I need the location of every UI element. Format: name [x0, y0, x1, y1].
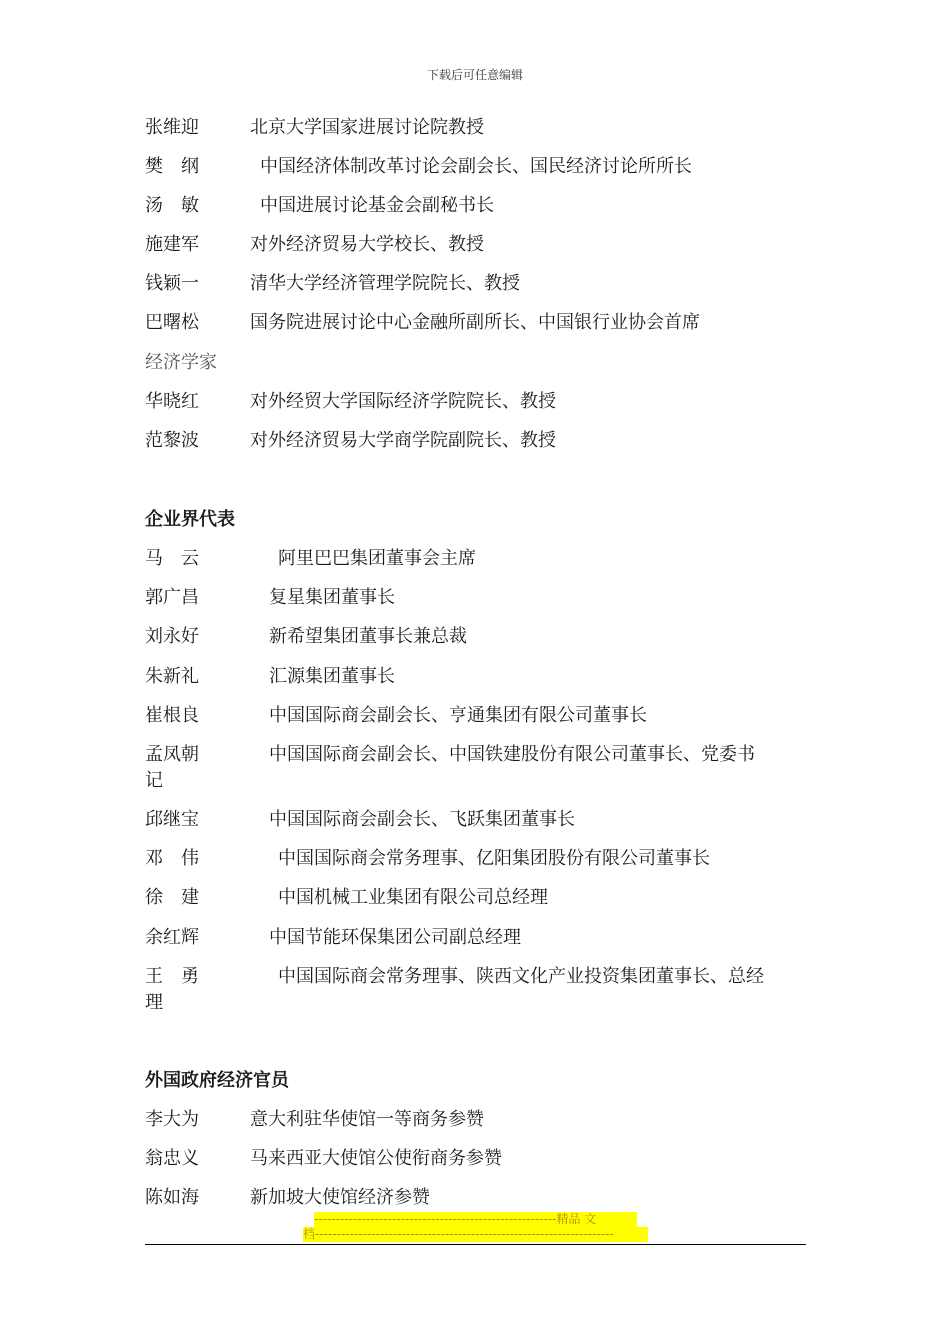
footer-watermark-line2: 档--------------------------------------------------------------------- [303, 1227, 648, 1242]
person-name: 张维迎 [145, 117, 199, 138]
person-name: 陈如海 [145, 1187, 199, 1208]
line-continuation: 记 [145, 770, 163, 791]
person-name: 邓 伟 [145, 848, 199, 869]
line-continuation: 理 [145, 992, 163, 1013]
person-title: 中国经济体制改革讨论会副会长、国民经济讨论所所长 [260, 156, 692, 177]
person-title: 对外经贸大学国际经济学院院长、教授 [250, 391, 556, 412]
section-heading: 企业界代表 [145, 509, 235, 530]
person-title: 马来西亚大使馆公使衔商务参赞 [250, 1148, 502, 1169]
person-title: 新希望集团董事长兼总裁 [269, 626, 467, 647]
person-title: 中国国际商会副会长、中国铁建股份有限公司董事长、党委书 [269, 744, 755, 765]
person-name: 巴曙松 [145, 312, 199, 333]
person-name: 华晓红 [145, 391, 199, 412]
person-title: 中国机械工业集团有限公司总经理 [278, 887, 548, 908]
person-title: 中国国际商会副会长、亨通集团有限公司董事长 [269, 705, 647, 726]
person-name: 徐 建 [145, 887, 199, 908]
person-name: 马 云 [145, 548, 199, 569]
person-title: 北京大学国家进展讨论院教授 [250, 117, 484, 138]
person-name: 钱颖一 [145, 273, 199, 294]
person-title: 中国进展讨论基金会副秘书长 [260, 195, 494, 216]
footer-watermark-line1: --------------------------------------------------------精品 文 [314, 1212, 637, 1227]
person-name: 孟凤朝 [145, 744, 199, 765]
person-title: 中国国际商会常务理事、亿阳集团股份有限公司董事长 [278, 848, 710, 869]
person-name: 崔根良 [145, 705, 199, 726]
person-title: 复星集团董事长 [269, 587, 395, 608]
page-header: 下载后可任意编辑 [426, 68, 523, 82]
person-title: 中国节能环保集团公司副总经理 [269, 927, 521, 948]
person-name: 朱新礼 [145, 666, 199, 687]
person-title: 对外经济贸易大学校长、教授 [250, 234, 484, 255]
person-name: 邱继宝 [145, 809, 199, 830]
person-title: 经济学家 [145, 352, 217, 373]
person-name: 刘永好 [145, 626, 199, 647]
person-name: 樊 纲 [145, 156, 199, 177]
person-name: 李大为 [145, 1109, 199, 1130]
person-title: 中国国际商会常务理事、陕西文化产业投资集团董事长、总经 [278, 966, 764, 987]
person-name: 汤 敏 [145, 195, 199, 216]
person-title: 清华大学经济管理学院院长、教授 [250, 273, 520, 294]
person-title: 对外经济贸易大学商学院副院长、教授 [250, 430, 556, 451]
person-name: 王 勇 [145, 966, 199, 987]
person-name: 施建军 [145, 234, 199, 255]
person-name: 郭广昌 [145, 587, 199, 608]
section-heading: 外国政府经济官员 [145, 1070, 289, 1091]
footer-divider [145, 1244, 806, 1245]
person-title: 汇源集团董事长 [269, 666, 395, 687]
person-title: 新加坡大使馆经济参赞 [250, 1187, 430, 1208]
person-title: 中国国际商会副会长、飞跃集团董事长 [269, 809, 575, 830]
person-name: 范黎波 [145, 430, 199, 451]
person-title: 阿里巴巴集团董事会主席 [278, 548, 476, 569]
person-name: 翁忠义 [145, 1148, 199, 1169]
person-title: 国务院进展讨论中心金融所副所长、中国银行业协会首席 [250, 312, 700, 333]
person-title: 意大利驻华使馆一等商务参赞 [250, 1109, 484, 1130]
person-name: 余红辉 [145, 927, 199, 948]
